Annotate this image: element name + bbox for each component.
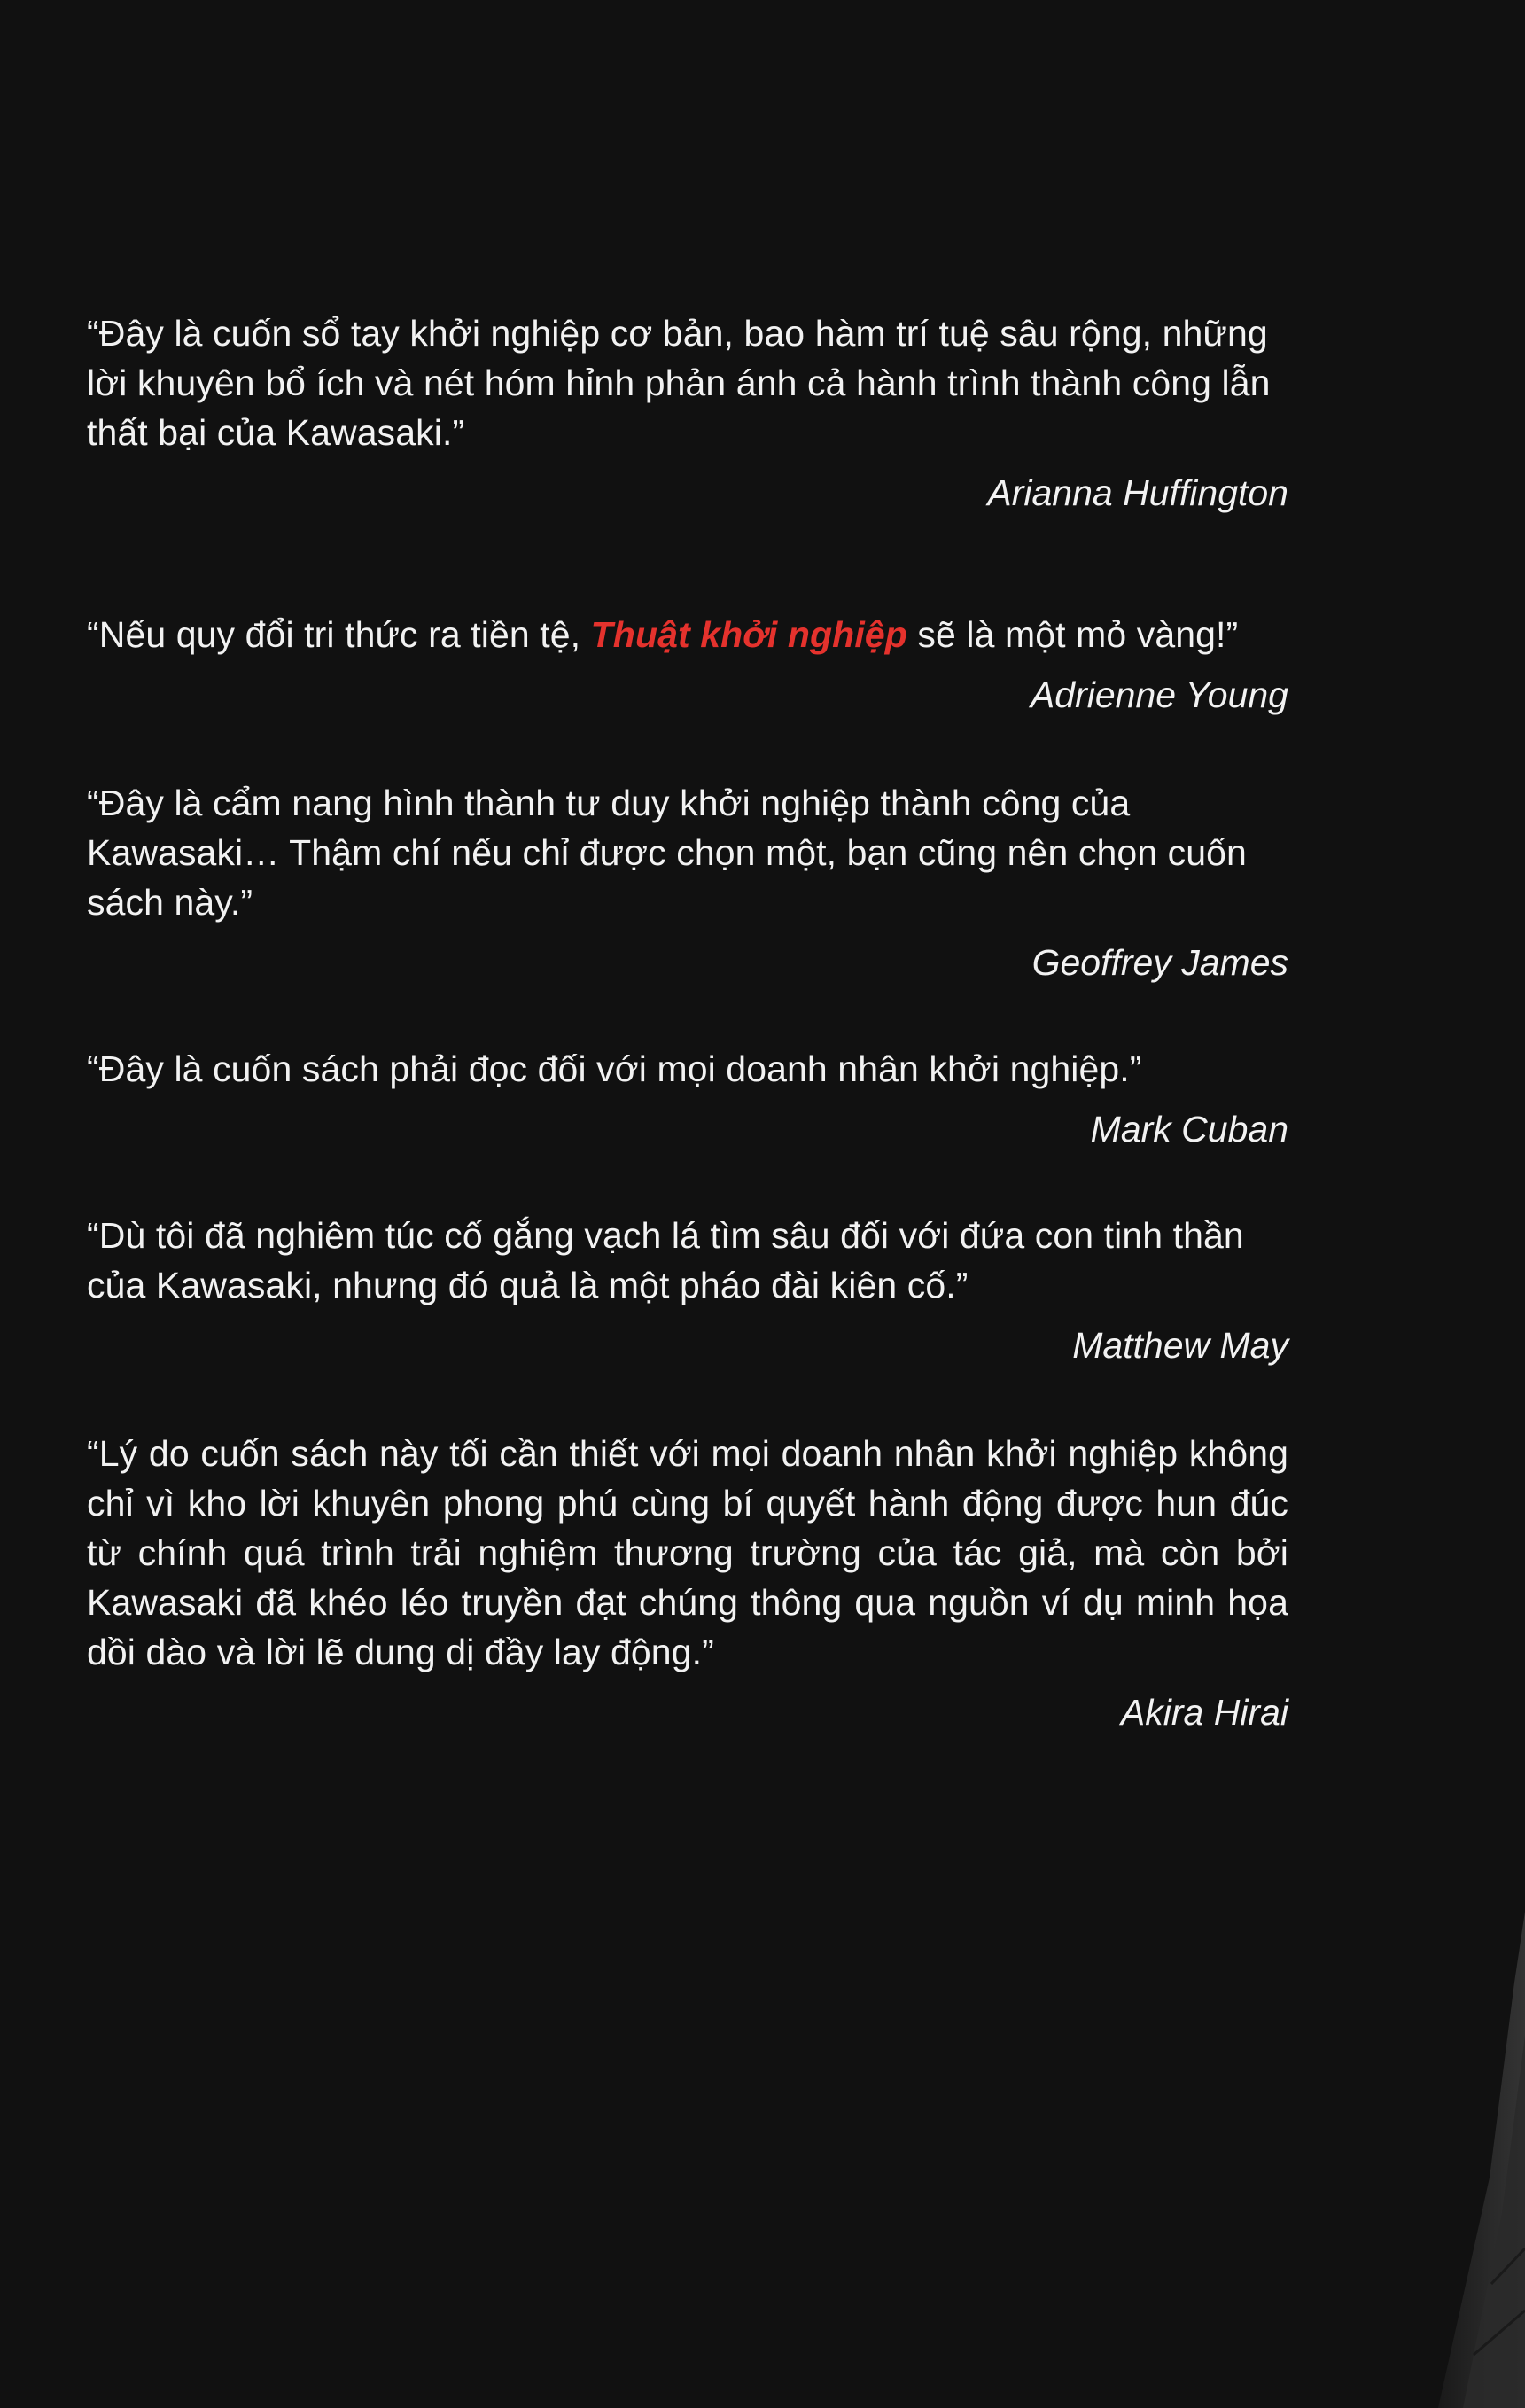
corner-photo-edge bbox=[1428, 1912, 1525, 2408]
quote-author: Matthew May bbox=[1072, 1325, 1288, 1366]
quote-text: “Đây là cẩm nang hình thành tư duy khởi nghiệp thành công của Kawasaki… Thậm chí nếu chỉ được chọn một, bạn cũng nên chọn cuốn sách này.” bbox=[87, 783, 1247, 923]
corner-photo-edge-graphic bbox=[1428, 1912, 1525, 2408]
quote-block bbox=[87, 1211, 1288, 1370]
quote-block bbox=[87, 308, 1288, 518]
quote-block bbox=[87, 1044, 1288, 1154]
quote-block bbox=[87, 610, 1288, 720]
quote-text: “Lý do cuốn sách này tối cần thiết với mọi doanh nhân khởi nghiệp không chỉ vì kho lời khuyên phong phú cùng bí quyết hành động được hun đúc từ chính quá trình trải nghiệm thương trường của tác giả, mà còn bởi Kawasaki đã khéo léo truyền đạt chúng thông qua nguồn ví dụ minh họa dồi dào và lời lẽ dung dị đầy lay động.” bbox=[87, 1433, 1288, 1672]
quote-author: Arianna Huffington bbox=[987, 472, 1288, 513]
quote-author: Mark Cuban bbox=[1090, 1109, 1288, 1149]
quote-author: Adrienne Young bbox=[1030, 674, 1288, 715]
endorsement-quotes bbox=[87, 308, 1288, 1737]
quote-author: Akira Hirai bbox=[1120, 1692, 1288, 1733]
quote-block bbox=[87, 778, 1288, 987]
quote-text: “Dù tôi đã nghiêm túc cố gắng vạch lá tìm sâu đối với đứa con tinh thần của Kawasaki, nhưng đó quả là một pháo đài kiên cố.” bbox=[87, 1215, 1244, 1305]
quote-block bbox=[87, 1429, 1288, 1737]
quote-text-after: sẽ là một mỏ vàng!” bbox=[906, 614, 1239, 655]
quote-text bbox=[87, 610, 1288, 659]
quote-text-before: “Nếu quy đổi tri thức ra tiền tệ, bbox=[87, 614, 591, 655]
quote-text: “Đây là cuốn sách phải đọc đối với mọi doanh nhân khởi nghiệp.” bbox=[87, 1048, 1142, 1089]
quote-text: “Đây là cuốn sổ tay khởi nghiệp cơ bản, bao hàm trí tuệ sâu rộng, những lời khuyên bổ ích và nét hóm hỉnh phản ánh cả hành trình thành công lẫn thất bại của Kawasaki.” bbox=[87, 313, 1271, 453]
book-title-highlight: Thuật khởi nghiệp bbox=[590, 614, 907, 655]
quote-author: Geoffrey James bbox=[1031, 942, 1288, 983]
